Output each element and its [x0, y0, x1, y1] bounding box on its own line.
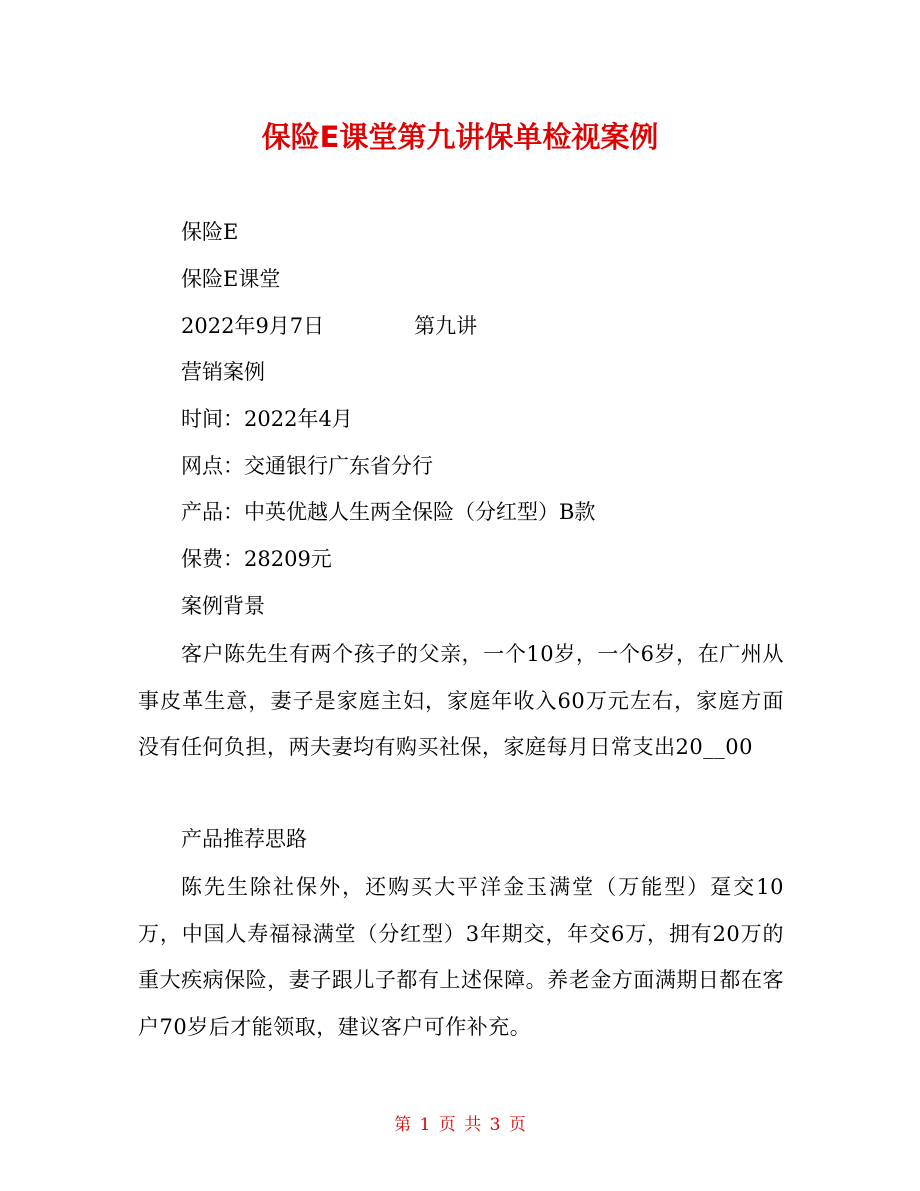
text-line-date-row	[181, 312, 477, 340]
page-footer: 第 1 页 共 3 页	[394, 1115, 526, 1135]
document-title: 保险E课堂第九讲保单检视案例	[261, 120, 659, 154]
paragraph-recommendation: 陈先生除社保外，还购买大平洋金玉满堂（万能型）趸交10万，中国人寿福禄满堂（分红型）3年期交，年交6万，拥有20万的重大疾病保险，妻子跟儿子都有上述保障。养老金方面满期日都在客户70岁后才能领取，建议客户可作补充。	[138, 875, 784, 1039]
text-line-marketing-case: 营销案例	[181, 360, 265, 384]
text-line-course: 保险E课堂	[181, 267, 281, 291]
text-line-brand: 保险E	[181, 220, 239, 244]
text-line-product: 产品：中英优越人生两全保险（分红型）B款	[181, 500, 596, 524]
text-line-case-background-heading: 案例背景	[181, 594, 265, 618]
text-line-time: 时间：2022年4月	[181, 407, 353, 431]
paragraph-case-background: 客户陈先生有两个孩子的父亲，一个10岁，一个6岁，在广州从事皮革生意，妻子是家庭主妇，家庭年收入60万元左右，家庭方面没有任何负担，两夫妻均有购买社保，家庭每月日常支出20__00	[138, 642, 784, 759]
date-text: 2022年9月7日	[181, 314, 325, 338]
text-line-branch: 网点：交通银行广东省分行	[181, 454, 433, 478]
lecture-text: 第九讲	[414, 314, 478, 338]
text-line-premium: 保费：28209元	[181, 547, 332, 571]
text-line-recommendation-heading: 产品推荐思路	[181, 827, 307, 851]
